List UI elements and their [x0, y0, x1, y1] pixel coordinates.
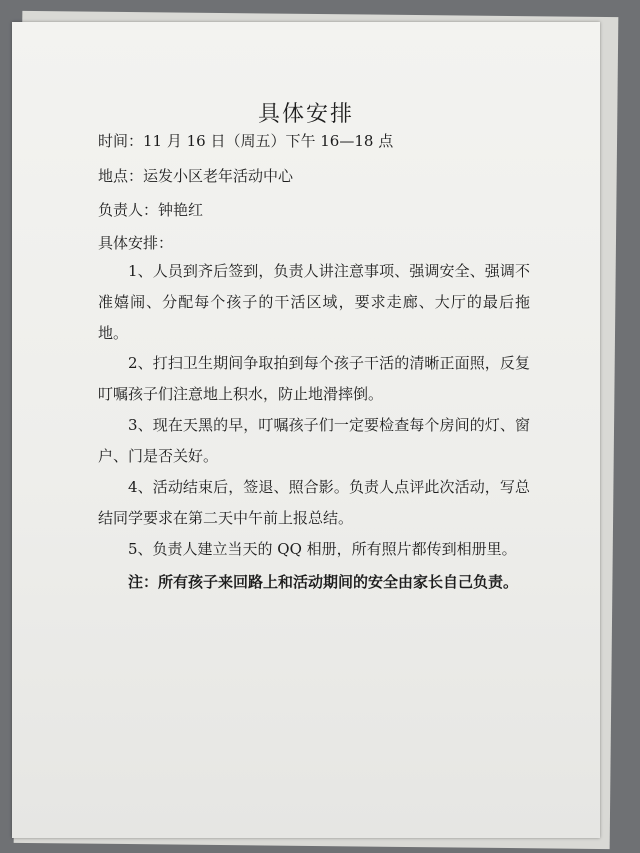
list-item: 4、活动结束后，签退、照合影。负责人点评此次活动，写总结同学要求在第二天中午前上报总结。: [98, 478, 530, 527]
document-page: [12, 22, 600, 838]
time-line: 时间：11 月 16 日（周五）下午 16—18 点: [98, 132, 394, 150]
safety-note: 注：所有孩子来回路上和活动期间的安全由家长自己负责。: [128, 573, 519, 591]
location-line: 地点：运发小区老年活动中心: [98, 167, 294, 185]
list-item: 3、现在天黑的早，叮嘱孩子们一定要检查每个房间的灯、窗户、门是否关好。: [98, 416, 530, 465]
list-item: 2、打扫卫生期间争取拍到每个孩子干活的清晰正面照，反复叮嘱孩子们注意地上积水，防止地滑摔倒。: [98, 354, 530, 403]
list-item: 1、人员到齐后签到，负责人讲注意事项、强调安全、强调不准嬉闹、分配每个孩子的干活区域，要求走廊、大厅的最后拖地。: [98, 262, 530, 342]
section-heading: 具体安排：: [98, 234, 174, 252]
person-in-charge-line: 负责人：钟艳红: [98, 201, 204, 219]
document-title: 具体安排: [257, 102, 354, 127]
list-item: 5、负责人建立当天的 QQ 相册，所有照片都传到相册里。: [128, 540, 517, 558]
